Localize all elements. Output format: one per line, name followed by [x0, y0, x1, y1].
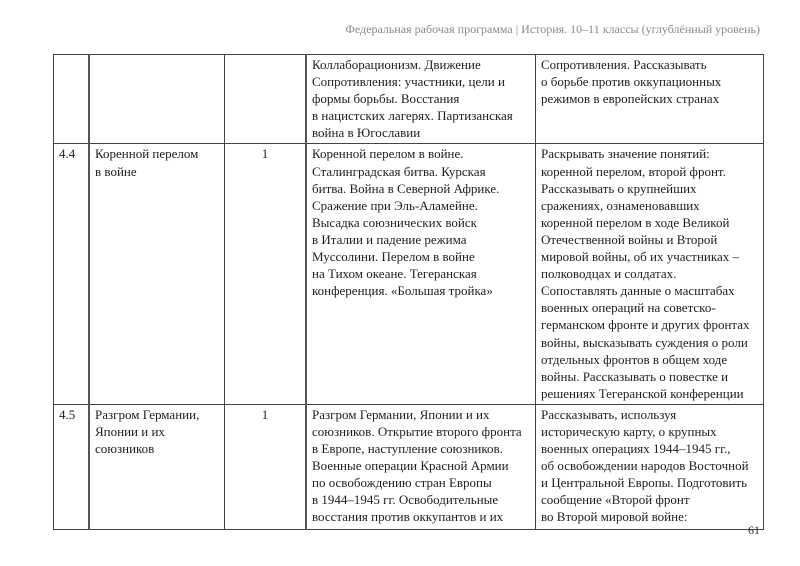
- content-line: союзников. Открытие второго фронта: [312, 423, 522, 439]
- activity-line: военных операциях 1944–1945 гг.,: [541, 441, 731, 457]
- activity-line: коренной перелом в ходе Великой: [541, 214, 730, 230]
- table-row: [54, 55, 764, 144]
- cell-topic: [89, 55, 225, 144]
- cell-activity: [536, 144, 764, 404]
- activity-line: о борьбе против оккупационных: [541, 74, 722, 90]
- content-line: Высадка союзнических войск: [312, 214, 477, 230]
- content-line: формы борьбы. Восстания: [312, 91, 460, 107]
- topic-line: союзников: [95, 441, 155, 457]
- cell-hours: [225, 55, 307, 144]
- cell-number: [54, 55, 90, 144]
- cell-content: [306, 404, 536, 529]
- cell-number: 4.4: [54, 144, 90, 404]
- activity-line: Раскрывать значение понятий:: [541, 146, 710, 162]
- activity-line: Отечественной войны и Второй: [541, 231, 718, 247]
- content-line: Сражение при Эль-Аламейне.: [312, 197, 478, 213]
- content-line: Муссолини. Перелом в войне: [312, 249, 475, 265]
- activity-line: полководцах и солдатах.: [541, 266, 677, 282]
- content-line: Коренной перелом в войне.: [312, 146, 464, 162]
- cell-topic: [89, 144, 225, 404]
- content-line: война в Югославии: [312, 125, 421, 141]
- content-line: Коллаборационизм. Движение: [312, 57, 481, 72]
- cell-activity: [536, 404, 764, 529]
- activity-line: об освобождении народов Восточной: [541, 458, 749, 474]
- content-line: Сталинградская битва. Курская: [312, 163, 486, 179]
- content-line: по освобождению стран Европы: [312, 475, 492, 491]
- page-number: 61: [748, 523, 760, 537]
- activity-line: Рассказывать о крупнейших: [541, 180, 697, 196]
- cell-hours: 1: [225, 404, 307, 529]
- activity-line: сообщение «Второй фронт: [541, 492, 690, 508]
- content-line: в 1944–1945 гг. Освободительные: [312, 492, 499, 508]
- content-line: в Европе, наступление союзников.: [312, 441, 503, 457]
- table-row: [54, 144, 764, 404]
- topic-line: Коренной перелом: [95, 146, 199, 162]
- activity-line: историческую карту, о крупных: [541, 423, 717, 439]
- topic-line: Японии и их: [95, 423, 165, 439]
- activity-line: сражениях, ознаменовавших: [541, 197, 700, 213]
- content-line: в нацистских лагерях. Партизанская: [312, 108, 513, 124]
- topic-line: Разгром Германии,: [95, 406, 200, 422]
- cell-hours: 1: [225, 144, 307, 404]
- activity-line: и Центральной Европы. Подготовить: [541, 475, 748, 491]
- cell-activity: [536, 55, 764, 144]
- activity-line: военных операций на советско-: [541, 300, 716, 316]
- cell-number: 4.5: [54, 404, 90, 529]
- content-line: на Тихом океане. Тегеранская: [312, 266, 477, 282]
- activity-line: Сопоставлять данные о масштабах: [541, 283, 735, 299]
- activity-line: войны. Рассказывать о повестке и: [541, 368, 729, 384]
- running-header: Федеральная рабочая программа | История. 10–11 классы (углублённый уровень): [345, 22, 760, 36]
- content-line: битва. Война в Северной Африке.: [312, 180, 500, 196]
- cell-topic: [89, 404, 225, 529]
- content-line: в Италии и падение режима: [312, 231, 467, 247]
- activity-line: мировой войны, об их участниках –: [541, 249, 740, 265]
- curriculum-table: [53, 54, 764, 530]
- activity-line: во Второй мировой войне:: [541, 509, 688, 525]
- topic-line: в войне: [95, 163, 137, 179]
- content-line: Военные операции Красной Армии: [312, 458, 509, 474]
- activity-line: коренной перелом, второй фронт.: [541, 163, 726, 179]
- activity-line: Рассказывать, используя: [541, 406, 677, 422]
- content-line: Разгром Германии, Японии и их: [312, 406, 490, 422]
- content-line: Сопротивления: участники, цели и: [312, 74, 505, 90]
- content-line: конференция. «Большая тройка»: [312, 283, 493, 299]
- activity-line: режимов в европейских странах: [541, 91, 720, 107]
- cell-content: [306, 144, 536, 404]
- activity-line: войны, высказывать суждения о роли: [541, 334, 748, 350]
- content-line: восстания против оккупантов и их: [312, 509, 504, 525]
- activity-line: отдельных фронтов в общем ходе: [541, 351, 728, 367]
- activity-line: Сопротивления. Рассказывать: [541, 57, 707, 72]
- cell-content: [306, 55, 536, 144]
- activity-line: решениях Тегеранской конференции: [541, 385, 744, 401]
- table-row: [54, 404, 764, 529]
- activity-line: германском фронте и других фронтах: [541, 317, 750, 333]
